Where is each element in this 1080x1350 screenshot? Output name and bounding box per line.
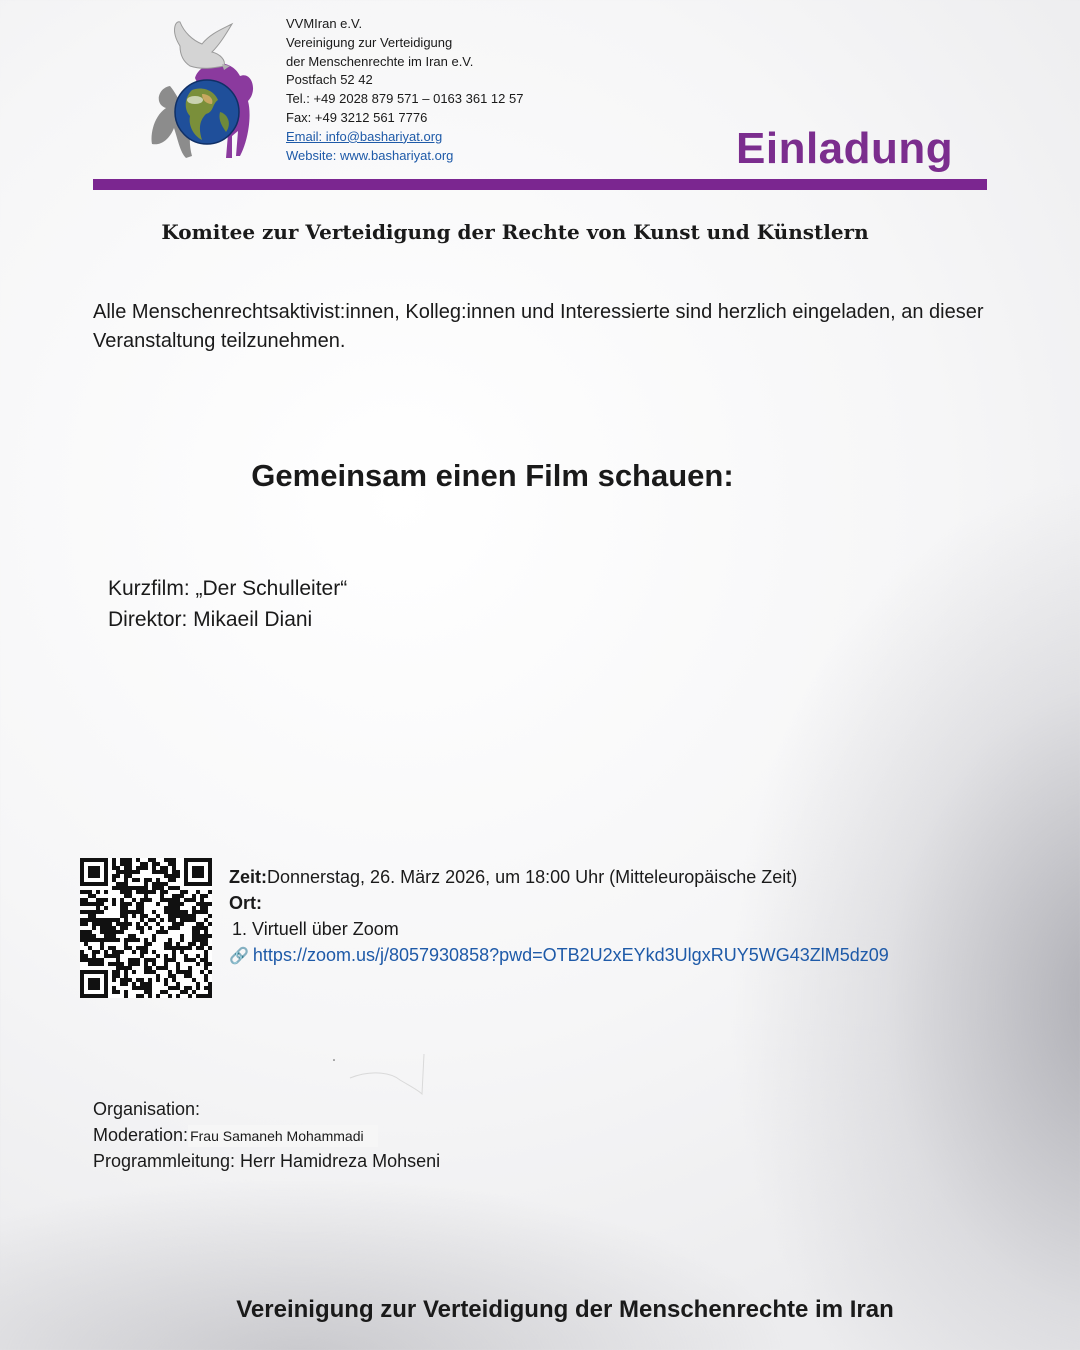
qr-code-icon[interactable] [80, 858, 212, 998]
org-name-line-1: Vereinigung zur Verteidigung [286, 34, 453, 50]
faint-scribble [330, 1050, 430, 1100]
fax: Fax: +49 3212 561 7776 [286, 109, 428, 125]
place-label: Ort: [229, 893, 262, 913]
postfach: Postfach 52 42 [286, 72, 373, 88]
short-film-line: Kurzfilm: „Der Schulleiter“ [108, 577, 348, 600]
time-label: Zeit: [229, 867, 267, 887]
moderation-row [93, 1122, 440, 1148]
event-title: Gemeinsam einen Film schauen: [251, 458, 734, 493]
time-value: Donnerstag, 26. März 2026, um 18:00 Uhr (Mitteleuropäische Zeit) [267, 867, 798, 887]
director-line: Direktor: Mikaeil Diani [108, 608, 313, 631]
moderator-name: Frau Samaneh Mohammadi [188, 1125, 378, 1147]
header-divider [93, 179, 987, 190]
website-link[interactable]: Website: www.bashariyat.org [286, 147, 454, 163]
org-short-name: VVMIran e.V. [286, 16, 363, 31]
organisation-label: Organisation: [93, 1099, 201, 1119]
email-link[interactable]: Email: info@bashariyat.org [286, 128, 443, 144]
invitation-title: Einladung [736, 124, 954, 173]
zoom-link-row [229, 942, 889, 970]
organization-contact-block [286, 15, 523, 165]
organization-logo [140, 16, 265, 166]
footer-text: Vereinigung zur Verteidigung der Menschenrechte im Iran [236, 1296, 894, 1323]
film-info [108, 573, 347, 635]
committee-heading: Komitee zur Verteidigung der Rechte von Kunst und Künstlern [161, 220, 869, 244]
org-name-line-2: der Menschenrechte im Iran e.V. [286, 53, 474, 69]
link-icon: 🔗 [229, 948, 249, 965]
place-value: 1. Virtuell über Zoom [232, 919, 399, 939]
program-lead: Programmleitung: Herr Hamidreza Mohseni [93, 1151, 441, 1171]
moderation-label: Moderation: [93, 1125, 189, 1145]
organisation-block [93, 1096, 440, 1174]
telephone: Tel.: +49 2028 879 571 – 0163 361 12 57 [286, 91, 524, 107]
event-details [229, 864, 889, 970]
time-row [229, 864, 889, 890]
zoom-link[interactable]: https://zoom.us/j/8057930858?pwd=OTB2U2xEYkd3UlgxRUY5WG43ZlM5dz09 [252, 945, 889, 965]
intro-paragraph: Alle Menschenrechtsaktivist:innen, Kolleg:innen und Interessierte sind herzlich eingeladen, an dieser Veranstaltung teilzunehmen. [93, 301, 984, 352]
